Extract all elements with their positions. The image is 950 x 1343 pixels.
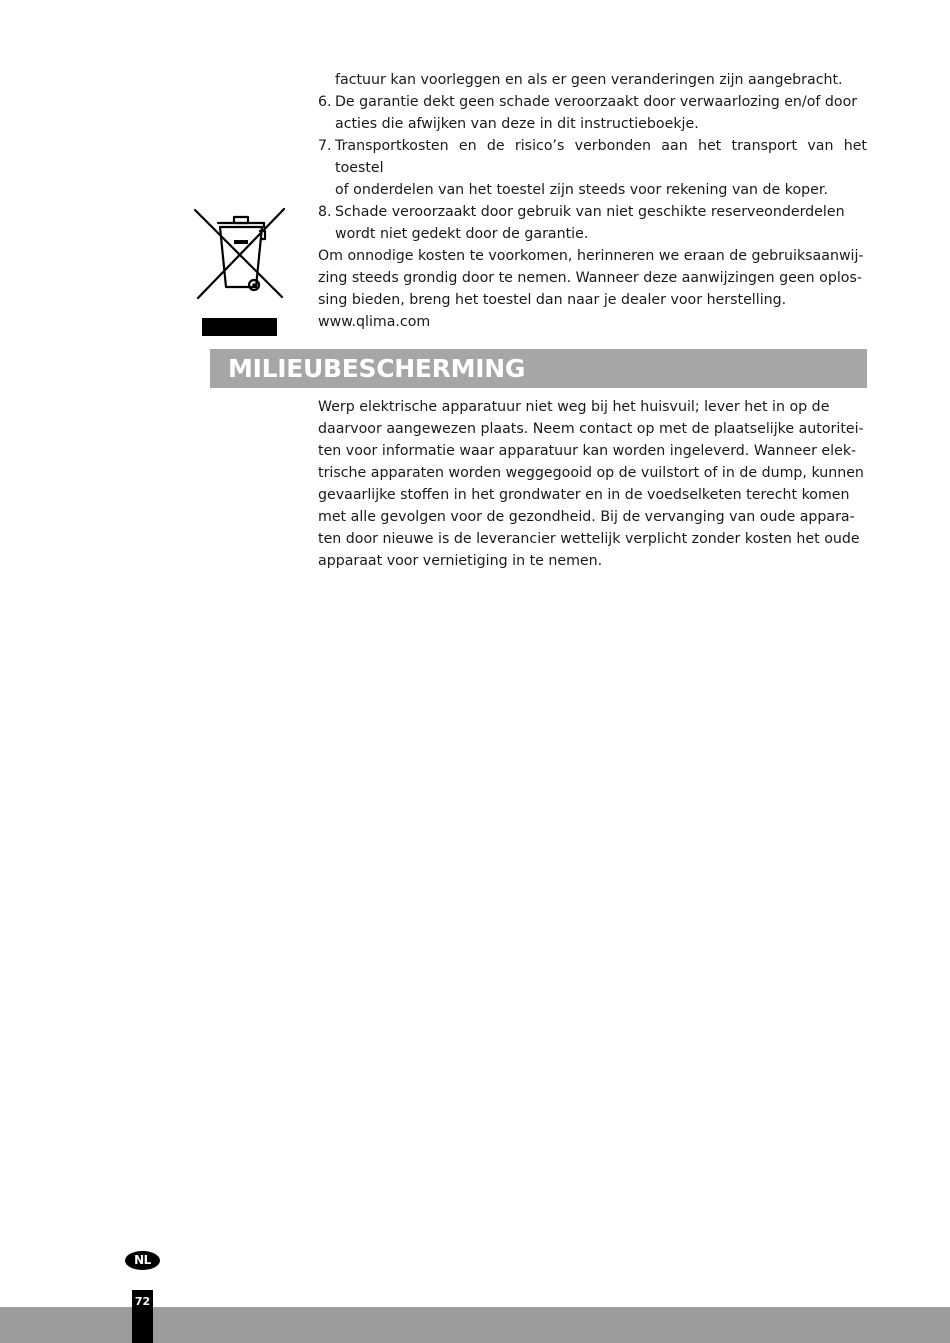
- list-item-8: 8. Schade veroorzaakt door gebruik van niet geschikte reserveonderdelen wordt niet gedekt door de garantie.: [318, 204, 845, 242]
- section-title: MILIEUBESCHERMING: [228, 354, 526, 383]
- section-body: Werp elektrische apparatuur niet weg bij het huisvuil; lever het in op de daarvoor aangewezen plaats. Neem contact op met de plaatselijke autoritei- ten voor informatie waar apparatuur kan worden ingeleverd. Wanneer elek- trische apparaten worden weggegooid op de vuilstort of in de dump, kunnen gevaarlijke stoffen in het grondwater en in de voedselketen terecht komen met alle gevolgen voor de gezondheid. Bij de vervanging van oude appara- ten door nieuwe is de leverancier wettelijk verplicht zonder kosten het oude apparaat voor vernietiging in te nemen.: [318, 399, 864, 569]
- list-item-7: 7. Transportkosten en de risico’s verbonden aan het transport van het toestel of onderdelen van het toestel zijn steeds voor rekening van de koper.: [318, 138, 867, 198]
- website-link[interactable]: www.qlima.com: [318, 314, 431, 330]
- page-number: 72: [132, 1290, 153, 1343]
- section-header-bar: [210, 349, 867, 388]
- crossed-out-wheeled-bin-icon: [190, 205, 290, 337]
- list-item-6: 6. De garantie dekt geen schade veroorzaakt door verwaarlozing en/of door acties die afwijken van deze in dit instructieboekje.: [318, 94, 858, 132]
- intro-paragraph: Om onnodige kosten te voorkomen, herinneren we eraan de gebruiksaanwij- zing steeds grondig door te nemen. Wanneer deze aanwijzingen geen oplos- sing bieden, breng het toestel dan naar je dealer voor herstelling. www.qlima.com: [318, 248, 864, 330]
- language-badge: NL: [125, 1251, 160, 1270]
- warranty-list: [318, 69, 867, 245]
- list-item-continuation: factuur kan voorleggen en als er geen veranderingen zijn aangebracht.: [335, 72, 843, 88]
